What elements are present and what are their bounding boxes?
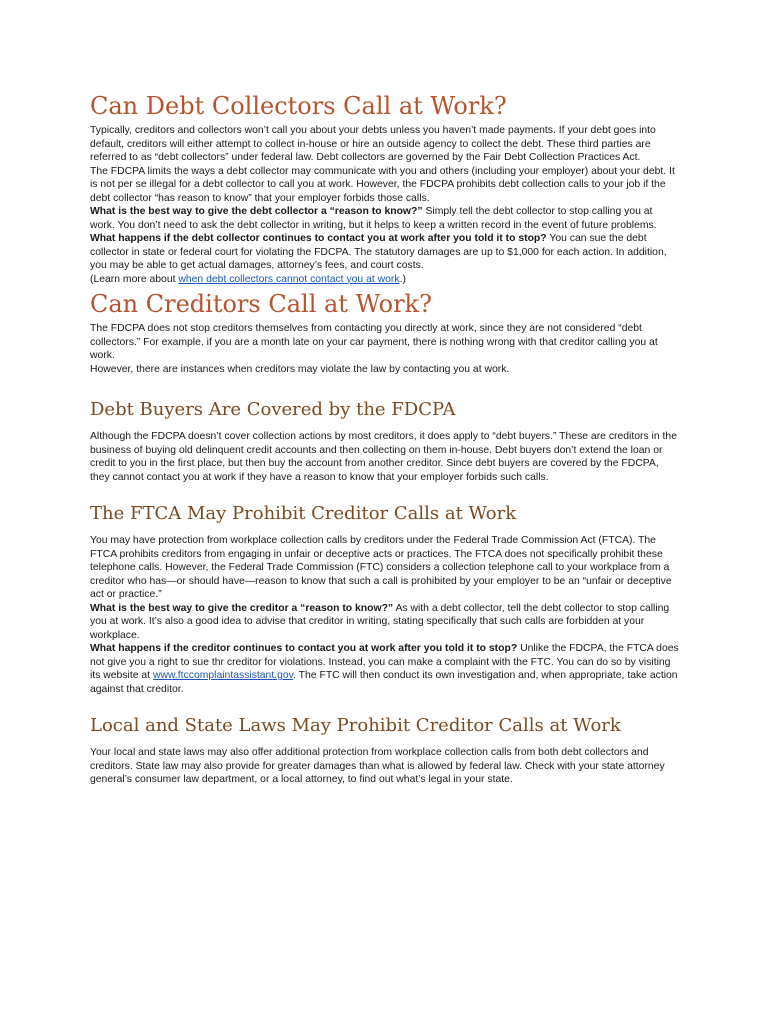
- question-bold: What happens if the debt collector continues to contact you at work after you told it to stop?: [90, 233, 547, 244]
- question-bold: What is the best way to give the debt collector a “reason to know?”: [90, 206, 423, 217]
- heading-debt-buyers: Debt Buyers Are Covered by the FDCPA: [90, 399, 456, 420]
- ftc-website-link[interactable]: www.ftccomplaintassistant.gov: [152, 670, 294, 681]
- answer-text: You can sue the debt collector in state or federal court for violating the FDCPA. The statutory damages are up to $1,000 for each action. In addition, you may be able to get actual damages, attorney’s fees, and court costs.: [90, 233, 667, 271]
- answer-text: Unlike the FDCPA, the FTCA does not give you a right to sue thr creditor for violations. Instead, you can make a complaint with the FTC. You can do so by visiting its website at: [90, 643, 679, 681]
- paragraph: The FDCPA does not stop creditors themselves from contacting you directly at work, since they are not considered “debt collectors.” For example, if you are a month late on your car payment, there is nothing wrong with that creditor calling you at work.: [90, 323, 658, 361]
- paragraph-question: [90, 205, 680, 232]
- paragraph-question: What happens if the creditor continues to contact you at work after you told it to stop? Unlike the FDCPA, the FTCA does not give you a right to sue thr creditor for violations. Instead, you can make a complaint with the FTC. You can do so by visiting its website at www.ftccomplaintassistant.gov. The FTC will then conduct its own investigation and, when appropriate, take action against that creditor.: [90, 643, 679, 695]
- heading-debt-collectors: Can Debt Collectors Call at Work?: [90, 92, 507, 120]
- answer-text: As with a debt collector, tell the debt collector to stop calling you at work. It’s also a good idea to advise that creditor in writing, stating specifically that such calls are forbidden at your workplace.: [90, 602, 670, 641]
- paragraph: You may have protection from workplace collection calls by creditors under the Federal Trade Commission Act (FTCA). The FTCA prohibits creditors from engaging in unfair or deceptive acts or practices. The FTCA does not specifically prohibit these telephone calls. However, the Federal Trade Commission (FTC) considers a collection telephone call to your workplace from a creditor who has—or should have—reason to know that such a call is prohibited by your employer to be an “unfair or deceptive act or practice.”: [90, 535, 672, 600]
- question-bold: What is the best way to give the creditor a “reason to know?”: [90, 602, 394, 614]
- paragraph: Although the FDCPA doesn’t cover collection actions by most creditors, it does apply to “debt buyers.” These are creditors in the business of buying old delinquent credit accounts and then collecting on them in-house. Debt buyers don’t extend the loan or credit to you in the first place, but then buy the account from another creditor. Since debt buyers are covered by the FDCPA, they cannot contact you at work if they have a reason to know that your employer forbids such calls.: [90, 431, 677, 483]
- paragraph: However, there are instances when creditors may violate the law by contacting you at work.: [90, 363, 510, 375]
- question-bold: What happens if the creditor continues to contact you at work after you told it to stop?: [90, 643, 518, 654]
- paragraph-question: [90, 602, 680, 643]
- learn-more-link[interactable]: when debt collectors cannot contact you at work: [178, 273, 400, 285]
- learn-more: (Learn more about when debt collectors cannot contact you at work.): [90, 273, 406, 285]
- heading-ftca: The FTCA May Prohibit Creditor Calls at Work: [90, 503, 517, 524]
- paragraph: Typically, creditors and collectors won’t call you about your debts unless you haven’t made payments. If your debt goes into default, creditors will either attempt to collect in-house or hire an outside agency to collect the debt. These third parties are referred to as “debt collectors” under federal law. Debt collectors are governed by the Fair Debt Collection Practices Act.: [90, 125, 656, 163]
- heading-creditors: Can Creditors Call at Work?: [90, 290, 432, 318]
- answer-text: Simply tell the debt collector to stop calling you at work. You don’t need to ask the debt collector in writing, but it helps to keep a written record in the event of future problems.: [90, 206, 657, 231]
- article-body: [90, 88, 680, 787]
- paragraph-question: [90, 232, 680, 273]
- paragraph: The FDCPA limits the ways a debt collector may communicate with you and others (including your employer) about your debt. It is not per se illegal for a debt collector to call you at work. However, the FDCPA prohibits debt collection calls to your job if the debt collector “has reason to know” that your employer forbids those calls.: [90, 165, 675, 204]
- heading-local-state-laws: Local and State Laws May Prohibit Creditor Calls at Work: [90, 715, 621, 736]
- paragraph: Your local and state laws may also offer additional protection from workplace collection calls from both debt collectors and creditors. State law may also provide for greater damages than what is allowed by federal law. Check with your state attorney general’s consumer law department, or a local attorney, to find out what’s legal in your state.: [90, 747, 665, 785]
